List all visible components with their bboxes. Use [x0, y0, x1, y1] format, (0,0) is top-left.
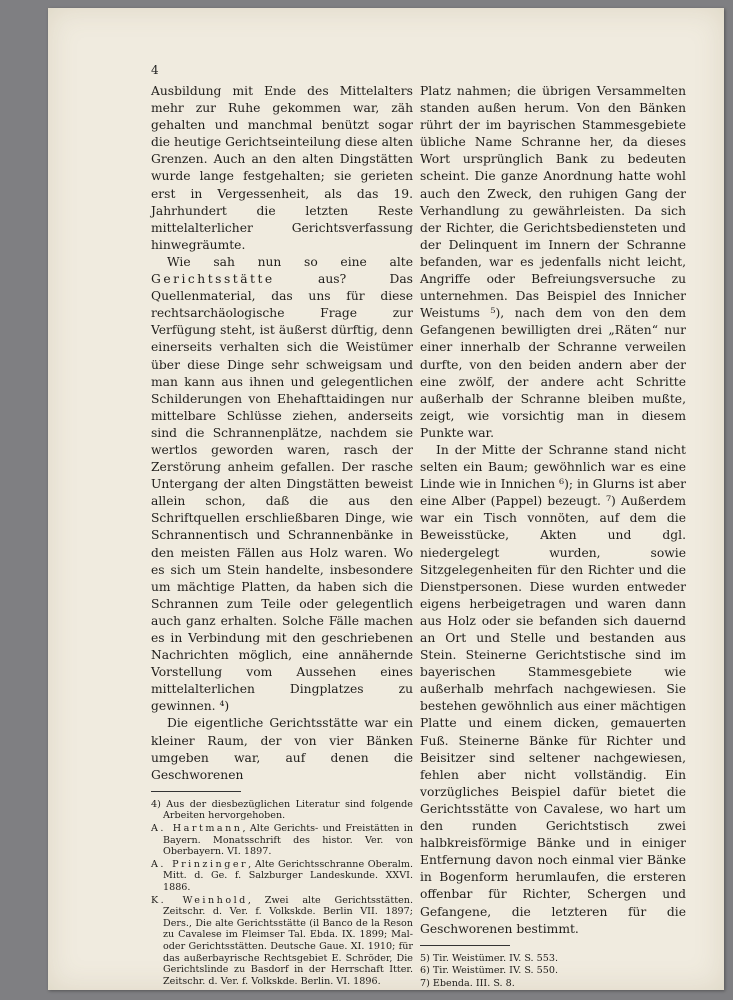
- footnote-divider: [151, 791, 241, 792]
- footnotes-right: [420, 953, 686, 990]
- footnote-reference: [151, 823, 413, 858]
- paragraph: [151, 254, 413, 716]
- paragraph: Ausbildung mit Ende des Mittelalters mehr zur Ruhe gekommen war, zäh gehalten und manchmal benützt sogar die heutige Gerichtseinteilung diese alten Grenzen. Auch an den alten Dingstätten wurde lange festgehalten; sie gerieten erst in Vergessenheit, als das 19. Jahrhundert die letzten Reste mittelalterlicher Gerichtsverfassung hinwegräumte.: [151, 84, 413, 252]
- page-sheet: [48, 8, 724, 990]
- footnote-reference: [151, 859, 413, 894]
- footnote-text: , Zwei alte Gerichtsstätten. Zeitschr. d. Ver. f. Volkskde. Berlin VII. 1897; Ders., Die alte Gerichtsstätte (il Banco de la Reson zu Cavalese im Fleimser Tal. Ebda. IX. 1899; Mal- oder Gerichtsstätten. Deutsche Gaue. XI. 1910; für das außerbayrische Rechtsgebiet E. Schröder, Die Gerichtslinde zu Basdorf in der Herrschaft Itter. Zeitschr. d. Ver. f. Volkskde. Berlin. VI. 1896.: [163, 894, 413, 987]
- footnote-text: , Alte Gerichts- und Freistätten in Bayern. Monatsschrift des histor. Ver. von Oberbayern. VI. 1897.: [163, 823, 413, 858]
- footnote-text: , Alte Gerichtsschranne Oberalm. Mitt. d. Ge. f. Salzburger Landeskunde. XXVI. 1886.: [163, 858, 413, 893]
- spaced-term: Gerichtsstätte: [151, 272, 275, 287]
- footnote: 6) Tir. Weistümer. IV. S. 550.: [420, 965, 559, 977]
- footnote: 7) Ebenda. III. S. 8.: [420, 977, 515, 989]
- paragraph: In der Mitte der Schranne stand nicht selten ein Baum; gewöhnlich war es eine Linde wie in Innichen ⁶); in Glurns ist aber eine Alber (Pappel) bezeugt. ⁷) Außerdem war ein Tisch vonnöten, auf dem die Beweisstücke, Akten und dgl. niedergelegt wurden, sowie Sitzgelegenheiten für den Richter und die Dienstpersonen. Diese wurden entweder eigens herbeigetragen und waren dann aus Holz oder sie befanden sich dauernd an Ort und Stelle und bestanden aus Stein. Steinerne Gerichtstische sind im bayerischen Stammesgebiete wie außerhalb mehrfach nachgewiesen. Sie bestehen gewöhnlich aus einer mächtigen Platte und einem dicken, gemauerten Fuß. Steinerne Bänke für Richter und Beisitzer sind seltener nachgewiesen, fehlen aber nicht vollständig. Ein vorzügliches Beispiel dafür bietet die Gerichtsstätte von Cavalese, wo hart um den runden Gerichtstisch zwei halbkreisförmige Bänke und in einiger Entfernung davon noch einmal vier Bänke in Bogenform herumlaufen, die ersteren offenbar für Richter, Schergen und Gefangene, die letzteren für die Geschworenen bestimmt.: [420, 442, 686, 936]
- footnote-author: A. Hartmann: [151, 823, 243, 835]
- page-number: 4: [151, 63, 159, 77]
- paragraph-text: aus? Das Quellenmaterial, das uns für diese rechtsarchäologische Frage zur Verfügung steht, ist äußerst dürftig, denn einerseits verhalten sich die Weistümer über diese Dinge sehr schweigsam und man kann aus ihnen und gelegentlichen Schilderungen von Ehehafttaidingen nur mittelbare Schlüsse ziehen, anderseits sind die Schrannenplätze, nachdem sie wertlos geworden waren, rasch der Zerstörung anheim gefallen. Der rasche Untergang der alten Dingstätten beweist allein schon, daß die aus den Schriftquellen erschließbaren Dinge, wie Schrannentisch und Schrannenbänke in den meisten Fällen aus Holz waren. Wo es sich um Stein handelte, insbesondere um mächtige Platten, da haben sich die Schrannen zum Teile oder gelegentlich auch ganz erhalten. Solche Fälle machen es in Verbindung mit den geschriebenen Nachrichten möglich, eine annähernde Vorstellung vom Aussehen eines mittelalterlichen Dingplatzes zu gewinnen. ⁴): [151, 272, 413, 714]
- paragraph: Platz nahmen; die übrigen Versammelten standen außen herum. Von den Bänken rührt der im bayrischen Stammesgebiete übliche Name Schranne her, da dieses Wort ursprünglich Bank zu bedeuten scheint. Die ganze Anordnung hatte wohl auch den Zweck, den ruhigen Gang der Verhandlung zu gewährleisten. Da sich der Richter, die Gerichtsbediensteten und der Delinquent im Innern der Schranne befanden, war es jedenfalls nicht leicht, Angriffe oder Befreiungsversuche zu unternehmen. Das Beispiel des Innicher Weistums ⁵), nach dem von den dem Gefangenen bewilligten drei „Räten“ nur einer innerhalb der Schranne verweilen durfte, von den beiden andern aber der eine zwölf, der andere acht Schritte außerhalb der Schranne bleiben mußte, zeigt, wie vorsichtig man in diesem Punkte war.: [420, 84, 686, 440]
- paragraph-text: Wie sah nun so eine alte: [167, 254, 413, 269]
- footnote: 4) Aus der diesbezüglichen Literatur sind folgende Arbeiten hervorgehoben.: [151, 798, 413, 822]
- left-column: [151, 83, 413, 988]
- footnote-author: K. Weinhold: [151, 894, 248, 906]
- right-column: [420, 83, 686, 990]
- footnote-reference: [151, 895, 413, 988]
- footnote-divider: [420, 945, 510, 946]
- footnotes-left: [151, 799, 413, 988]
- paragraph: Die eigentliche Gerichtsstätte war ein kleiner Raum, der von vier Bänken umgeben war, auf denen die Geschworenen: [151, 716, 413, 782]
- footnote: 5) Tir. Weistümer. IV. S. 553.: [420, 952, 559, 964]
- footnote-author: A. Prinzinger: [151, 858, 249, 870]
